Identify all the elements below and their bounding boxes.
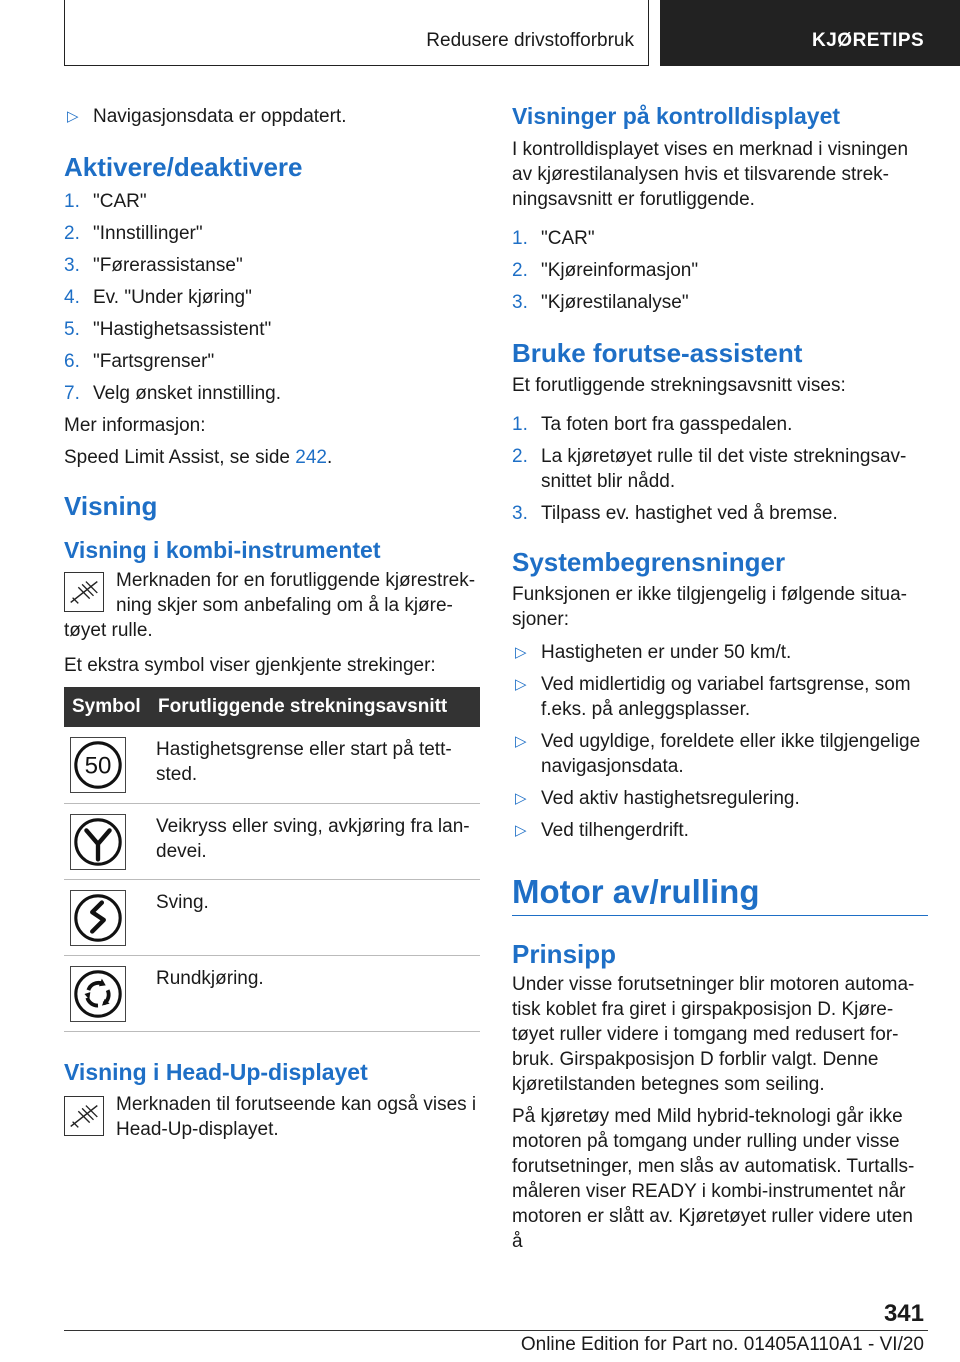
bruke-steps [512, 412, 928, 526]
footer-edition: Online Edition for Part no. 01405A110A1 - VI/20 [520, 1334, 924, 1355]
list-item: 3. Tilpass ev. hastighet ved å bremse. [512, 503, 838, 524]
svg-text:50: 50 [84, 752, 112, 780]
junction-icon [70, 814, 126, 870]
bullet-triangle-icon: ▷ [515, 822, 527, 839]
subheading-hud: Visning i Head-Up-displayet [64, 1058, 368, 1085]
left-column [64, 100, 480, 1142]
curve-icon [70, 890, 126, 946]
system-bullets [512, 640, 928, 843]
table-header-symbol: Symbol [64, 687, 150, 727]
bullet-triangle-icon: ▷ [515, 733, 527, 750]
system-intro: Funksjonen er ikke tilgjengelig i følgende situa- sjoner: [512, 584, 907, 630]
more-info-label: Mer informasjon: [64, 415, 206, 436]
heading-rule [512, 915, 928, 916]
right-column [512, 100, 928, 1254]
prinsipp-text-1: Under visse forutsetninger blir motoren automa- tisk koblet fra giret i girspakposisjon D. Kjøre- tøyet ruller videre i tomgang med redusert for- bruk. Girspakposisjon D forblir valgt. Denne kjøretilstanden betegnes som seiling. [512, 974, 915, 1095]
symbol-table [64, 687, 480, 1032]
section-heading-prinsipp: Prinsipp [512, 939, 617, 969]
bullet-triangle-icon: ▷ [515, 644, 527, 661]
note-kombi: Merknaden for en forutliggende kjørestrek- ning skjer som anbefaling om å la kjøre- tøyet rulle. [64, 570, 476, 641]
table-row: Rundkjøring. [64, 955, 480, 1031]
bullet-triangle-icon: ▷ [67, 108, 79, 125]
subheading-kombi: Visning i kombi-instrumentet [64, 537, 381, 563]
header-section-box [64, 0, 649, 66]
list-item: 3. "Kjørestilanalyse" [512, 292, 689, 313]
section-heading-system: Systembegrensninger [512, 547, 786, 577]
list-item: ▷ Navigasjonsdata er oppdatert. [67, 106, 347, 127]
list-item: ▷ Ved ugyldige, foreldete eller ikke tilgjengelige navigasjonsdata. [515, 731, 921, 777]
bullet-triangle-icon: ▷ [515, 676, 527, 693]
aktivere-steps [64, 189, 480, 406]
bruke-intro: Et forutliggende strekningsavsnitt vises: [512, 375, 846, 396]
speed-limit-50-icon [70, 737, 126, 793]
table-header-section: Forutliggende strekningsavsnitt [150, 687, 480, 727]
list-item: ▷ Ved midlertidig og variabel fartsgrense, som f.eks. på anleggsplasser. [515, 674, 911, 720]
list-item: 4. Ev. "Under kjøring" [64, 287, 252, 308]
list-item: 2. "Kjøreinformasjon" [512, 260, 699, 281]
kontroll-text: I kontrolldisplayet vises en merknad i visningen av kjørestilanalysen hvis et tilsvarende strek- ningsavsnitt er forutliggende. [512, 139, 909, 210]
page-number: 341 [883, 1300, 924, 1327]
footer-rule [64, 1330, 928, 1331]
extra-symbol-text: Et ekstra symbol viser gjenkjente strekinger: [64, 655, 436, 676]
list-item: 2. La kjøretøyet rulle til det viste strekningsav- snittet blir nådd. [512, 446, 907, 492]
note-hud: Merknaden til forutseende kan også vises i Head-Up-displayet. [64, 1092, 480, 1142]
section-heading-aktivere: Aktivere/deaktivere [64, 152, 303, 182]
list-item: 1. "CAR" [512, 228, 595, 249]
section-heading-bruke: Bruke forutse-assistent [512, 338, 803, 368]
list-item: 5. "Hastighetsassistent" [64, 319, 272, 340]
list-item: 7. Velg ønsket innstilling. [64, 383, 281, 404]
note-icon [64, 1096, 104, 1136]
kontroll-steps [512, 226, 928, 315]
list-item: ▷ Hastigheten er under 50 km/t. [515, 642, 792, 663]
roundabout-icon [70, 966, 126, 1022]
page-link-242[interactable]: 242 [295, 447, 327, 468]
table-row: Sving. [64, 879, 480, 955]
header-chapter: KJØRETIPS [812, 30, 925, 51]
header-section-title: Redusere drivstofforbruk [426, 30, 634, 51]
list-item: 2. "Innstillinger" [64, 223, 203, 244]
prinsipp-text-2: På kjøretøy med Mild hybrid-teknologi går ikke motoren på tomgang under rulling under visse forutsetninger, men slås av automatisk. Turtalls- måleren viser READY i kombi-instrumentet når motoren er slått av. Kjøretøyet ruller videre uten å [512, 1106, 915, 1252]
list-item: 1. Ta foten bort fra gasspedalen. [512, 414, 793, 435]
subheading-kontroll: Visninger på kontrolldisplayet [512, 103, 841, 129]
table-row: Veikryss eller sving, avkjøring fra lan- devei. [64, 803, 480, 879]
list-item: 6. "Fartsgrenser" [64, 351, 215, 372]
list-item: ▷ Ved aktiv hastighetsregulering. [515, 788, 800, 809]
note-icon [64, 572, 104, 612]
header-chapter-box [660, 0, 960, 66]
list-item: ▷ Ved tilhengerdrift. [515, 820, 689, 841]
speed-limit-reference: Speed Limit Assist, se side 242. [64, 447, 333, 468]
list-item: 1. "CAR" [64, 191, 147, 212]
chapter-heading-motor: Motor av/rulling [512, 873, 760, 910]
section-heading-visning: Visning [64, 491, 158, 521]
table-row: 50 Hastighetsgrense eller start på tett- sted. [64, 727, 480, 803]
table-header-row [64, 687, 480, 727]
bullet-triangle-icon: ▷ [515, 790, 527, 807]
list-item: 3. "Førerassistanse" [64, 255, 243, 276]
